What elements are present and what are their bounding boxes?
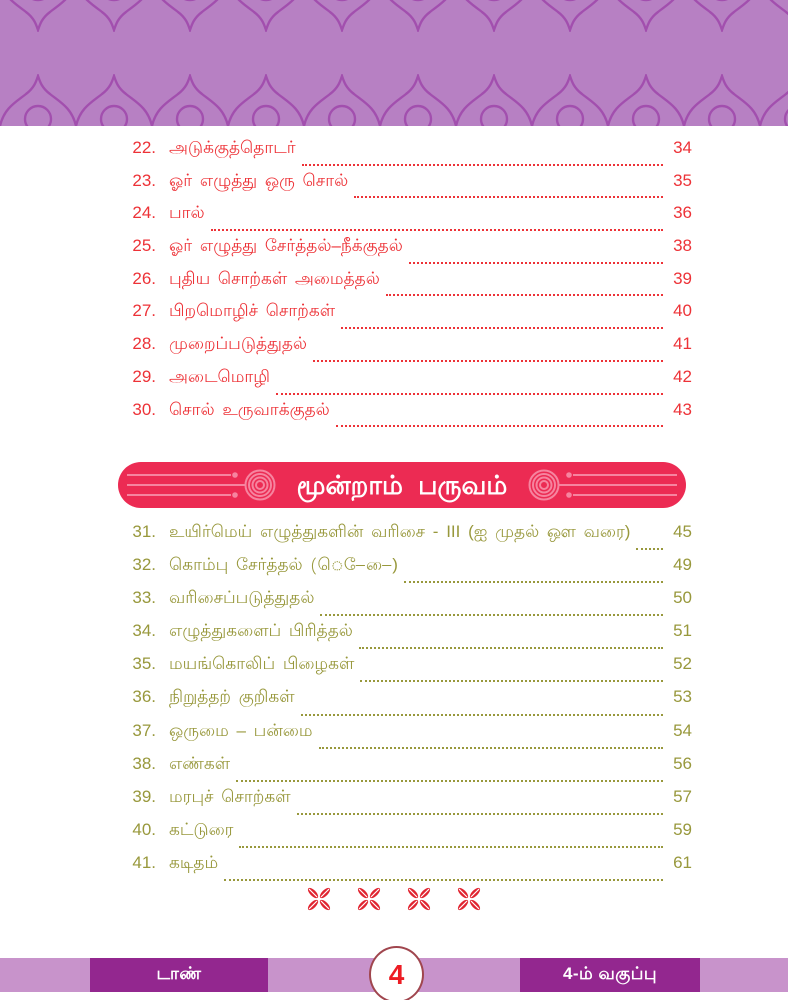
toc-item-title: வரிசைப்படுத்துதல் [169,588,315,608]
flower-divider [0,884,788,914]
toc-row [118,588,692,621]
term3-banner-title: மூன்றாம் பருவம் [296,470,508,500]
toc-item-title: ஓர் எழுத்து சேர்த்தல்–நீக்குதல் [169,236,403,256]
flower-icon [304,884,334,914]
toc-item-title: எழுத்துகளைப் பிரித்தல் [169,621,353,641]
toc-item-number: 40. [132,819,156,839]
toc-item-number: 22. [132,138,156,157]
toc-item-number: 26. [132,268,156,288]
toc-item-page: 54 [673,720,692,740]
toc-term3-list [118,522,692,886]
toc-item-number: 32. [132,555,156,575]
toc-item-title: கடிதம் [169,852,219,872]
toc-item-page: 52 [673,654,692,674]
dotted-leader [386,294,663,296]
toc-row [118,555,692,588]
toc-item-number: 37. [132,720,156,740]
toc-row [118,236,692,269]
toc-item-page: 40 [673,301,692,321]
toc-item-number: 30. [132,399,156,419]
dotted-leader [360,680,663,682]
page-number: 4 [388,958,405,990]
toc-item-number: 34. [132,621,156,641]
toc-row [118,820,692,853]
toc-item-page: 51 [673,621,692,641]
toc-row [118,721,692,754]
ornamental-header-pattern [0,0,788,126]
dotted-leader [276,393,663,395]
toc-item-title: அடைமொழி [169,366,271,386]
toc-row [118,334,692,367]
dotted-leader [211,229,663,231]
toc-item-page: 39 [673,268,692,288]
dotted-leader [320,614,663,616]
dotted-leader [302,164,663,166]
toc-item-page: 43 [673,399,692,419]
toc-item-page: 59 [673,819,692,839]
toc-item-page: 42 [673,366,692,386]
dotted-leader [297,813,663,815]
dotted-leader [636,548,663,550]
toc-item-page: 57 [673,786,692,806]
toc-row [118,853,692,886]
toc-row [118,367,692,400]
toc-row [118,301,692,334]
dotted-leader [319,747,663,749]
toc-row [118,654,692,687]
toc-item-title: ஒருமை – பன்மை [169,720,313,740]
toc-row [118,400,692,433]
toc-row [118,787,692,820]
toc-item-title: பிறமொழிச் சொற்கள் [169,301,336,321]
toc-item-title: அடுக்குத்தொடர் [169,138,296,157]
toc-item-number: 31. [132,522,156,541]
toc-item-page: 35 [673,170,692,190]
toc-item-number: 23. [132,170,156,190]
toc-item-title: ஓர் எழுத்து ஒரு சொல் [169,170,349,190]
toc-item-title: மயங்கொலிப் பிழைகள் [169,654,355,674]
toc-item-title: நிறுத்தற் குறிகள் [169,687,295,707]
toc-row [118,687,692,720]
dotted-leader [409,262,663,264]
toc-item-title: சொல் உருவாக்குதல் [169,399,330,419]
dotted-leader [236,780,663,782]
toc-item-title: புதிய சொற்கள் அமைத்தல் [169,268,380,288]
toc-item-number: 36. [132,687,156,707]
toc-item-page: 61 [673,852,692,872]
toc-row [118,171,692,204]
toc-item-title: கட்டுரை [169,819,234,839]
dotted-leader [354,196,663,198]
toc-item-number: 39. [132,786,156,806]
toc-item-page: 41 [673,334,692,354]
toc-term2-list [118,138,692,432]
footer-publisher-label: டாண் [90,958,268,992]
toc-item-page: 53 [673,687,692,707]
toc-item-page: 49 [673,555,692,575]
dotted-leader [336,425,663,427]
toc-row [118,269,692,302]
toc-item-number: 33. [132,588,156,608]
toc-item-title: கொம்பு சேர்த்தல் (ெ–ே–ை) [169,555,398,575]
dotted-leader [404,581,663,583]
toc-row [118,138,692,171]
toc-item-page: 36 [673,203,692,223]
toc-item-number: 24. [132,203,156,223]
flower-icon [454,884,484,914]
toc-row [118,754,692,787]
page-number-badge [369,946,424,1000]
toc-item-page: 50 [673,588,692,608]
dotted-leader [359,647,663,649]
toc-item-page: 34 [673,138,692,157]
footer-class-label: 4-ம் வகுப்பு [520,958,700,992]
toc-item-number: 38. [132,753,156,773]
toc-item-number: 28. [132,334,156,354]
toc-row [118,522,692,555]
term3-banner [118,462,686,508]
toc-item-page: 45 [673,522,692,541]
dotted-leader [301,714,663,716]
toc-item-title: பால் [169,203,205,223]
toc-item-title: முறைப்படுத்துதல் [169,334,308,354]
toc-item-page: 38 [673,236,692,256]
dotted-leader [239,846,663,848]
toc-item-number: 35. [132,654,156,674]
dotted-leader [224,879,663,881]
toc-item-number: 41. [132,852,156,872]
toc-item-title: உயிர்மெய் எழுத்துகளின் வரிசை - III (ஐ முதல் ஔ வரை) [169,522,631,541]
toc-item-page: 56 [673,753,692,773]
dotted-leader [313,360,663,362]
toc-row [118,621,692,654]
toc-item-number: 27. [132,301,156,321]
flower-icon [404,884,434,914]
toc-item-title: எண்கள் [169,753,231,773]
dotted-leader [341,327,663,329]
toc-row [118,203,692,236]
toc-item-number: 29. [132,366,156,386]
flower-icon [354,884,384,914]
toc-item-number: 25. [132,236,156,256]
toc-item-title: மரபுச் சொற்கள் [169,786,291,806]
